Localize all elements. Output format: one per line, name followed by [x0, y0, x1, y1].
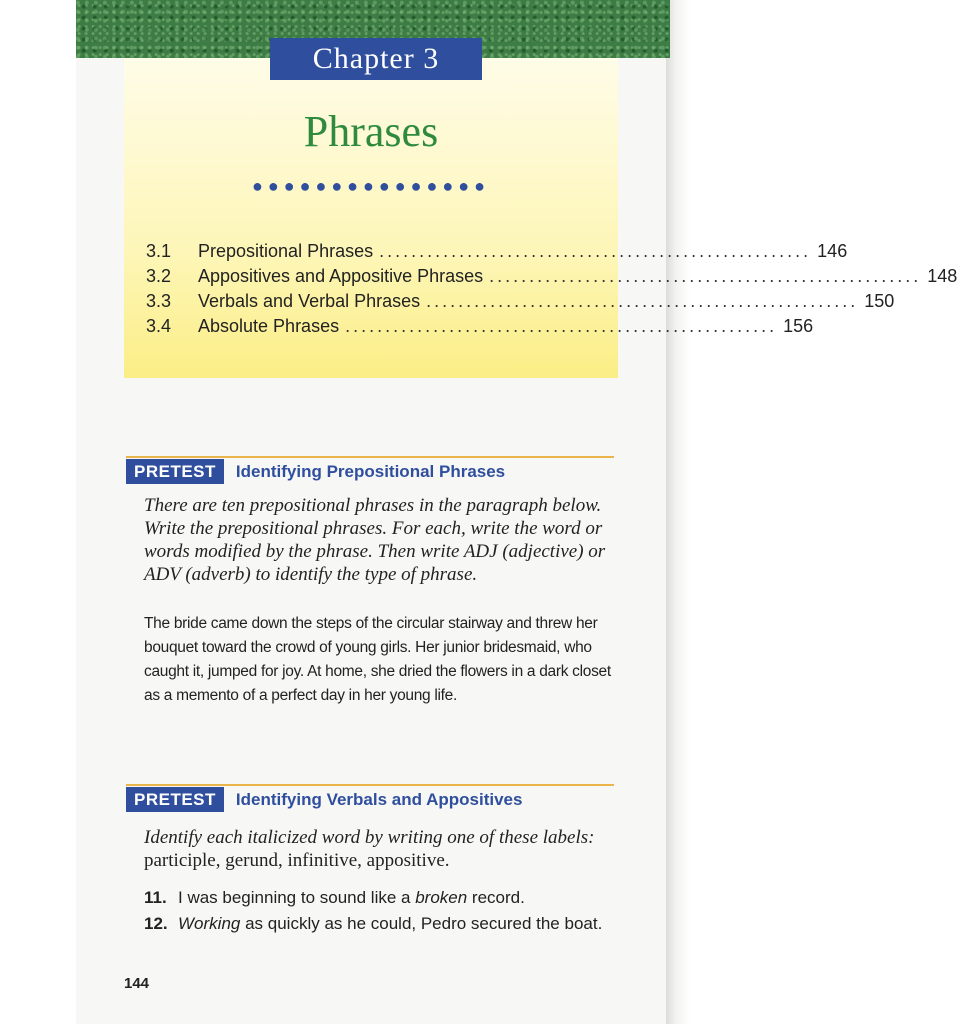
item-italic-word: Working	[178, 914, 241, 933]
pretest-instructions	[144, 826, 614, 872]
toc-page-number: 156	[783, 316, 814, 336]
instructions-labels: participle, gerund, infinitive, appositive.	[144, 850, 450, 871]
item-text	[178, 914, 602, 934]
item-number: 11.	[144, 888, 167, 907]
pretest-badge: PRETEST	[126, 787, 224, 812]
item-text	[178, 888, 525, 908]
instructions-italic: Identify each italicized word by writing one of these labels:	[144, 827, 595, 848]
page-number: 144	[124, 975, 150, 992]
pretest-paragraph: The bride came down the steps of the circular stairway and threw her bouquet toward the crowd of young girls. Her junior bridesmaid, who caught it, jumped for joy. At home, she dried the flowers in a dark closet as a memento of a perfect day in her young life.	[144, 615, 611, 704]
item-italic-word: broken	[415, 888, 468, 907]
item-text-after: record.	[467, 888, 525, 907]
toc-section-title: Prepositional Phrases	[198, 241, 374, 261]
toc-page-number: 146	[817, 241, 848, 261]
toc-item[interactable]	[146, 291, 895, 316]
dot-divider: ●●●●●●●●●●●●●●●	[251, 176, 491, 196]
toc-leader: ......................................................	[489, 266, 922, 286]
pretest-title: Identifying Prepositional Phrases	[235, 461, 506, 481]
page-edge	[666, 0, 690, 1024]
item-number: 12.	[144, 914, 168, 933]
toc-section-number: 3.1	[146, 241, 172, 261]
toc-section-title: Absolute Phrases	[198, 316, 340, 336]
toc-item[interactable]	[146, 241, 848, 266]
exercise-item	[144, 914, 624, 934]
toc-leader: ......................................................	[426, 291, 859, 311]
toc-page-number: 150	[864, 291, 895, 311]
toc-leader: ......................................................	[345, 316, 778, 336]
pretest-header-prepositional	[126, 456, 614, 485]
toc-page-number: 148	[927, 266, 957, 286]
item-text-after: as quickly as he could, Pedro secured the boat.	[240, 914, 603, 933]
toc-section-number: 3.3	[146, 291, 172, 311]
toc-section-number: 3.2	[146, 266, 172, 286]
toc-section-title: Appositives and Appositive Phrases	[198, 266, 484, 286]
pretest-instructions: There are ten prepositional phrases in the paragraph below. Write the prepositional phrases. For each, write the word or words modified by the phrase. Then write ADJ (adjective) or ADV (adverb) to identify the type of phrase.	[144, 495, 606, 585]
table-of-contents	[146, 241, 957, 341]
toc-section-number: 3.4	[146, 316, 172, 336]
pretest-badge: PRETEST	[126, 459, 224, 484]
pretest-header-verbals	[126, 784, 614, 813]
item-text-before: I was beginning to sound like a	[178, 888, 416, 907]
pretest-title: Identifying Verbals and Appositives	[235, 789, 523, 809]
toc-leader: ......................................................	[379, 241, 812, 261]
exercise-item	[144, 888, 624, 908]
chapter-label: Chapter 3	[270, 38, 482, 80]
toc-section-title: Verbals and Verbal Phrases	[198, 291, 421, 311]
toc-item[interactable]	[146, 266, 957, 291]
toc-item[interactable]	[146, 316, 814, 341]
chapter-title: Phrases	[303, 107, 439, 156]
